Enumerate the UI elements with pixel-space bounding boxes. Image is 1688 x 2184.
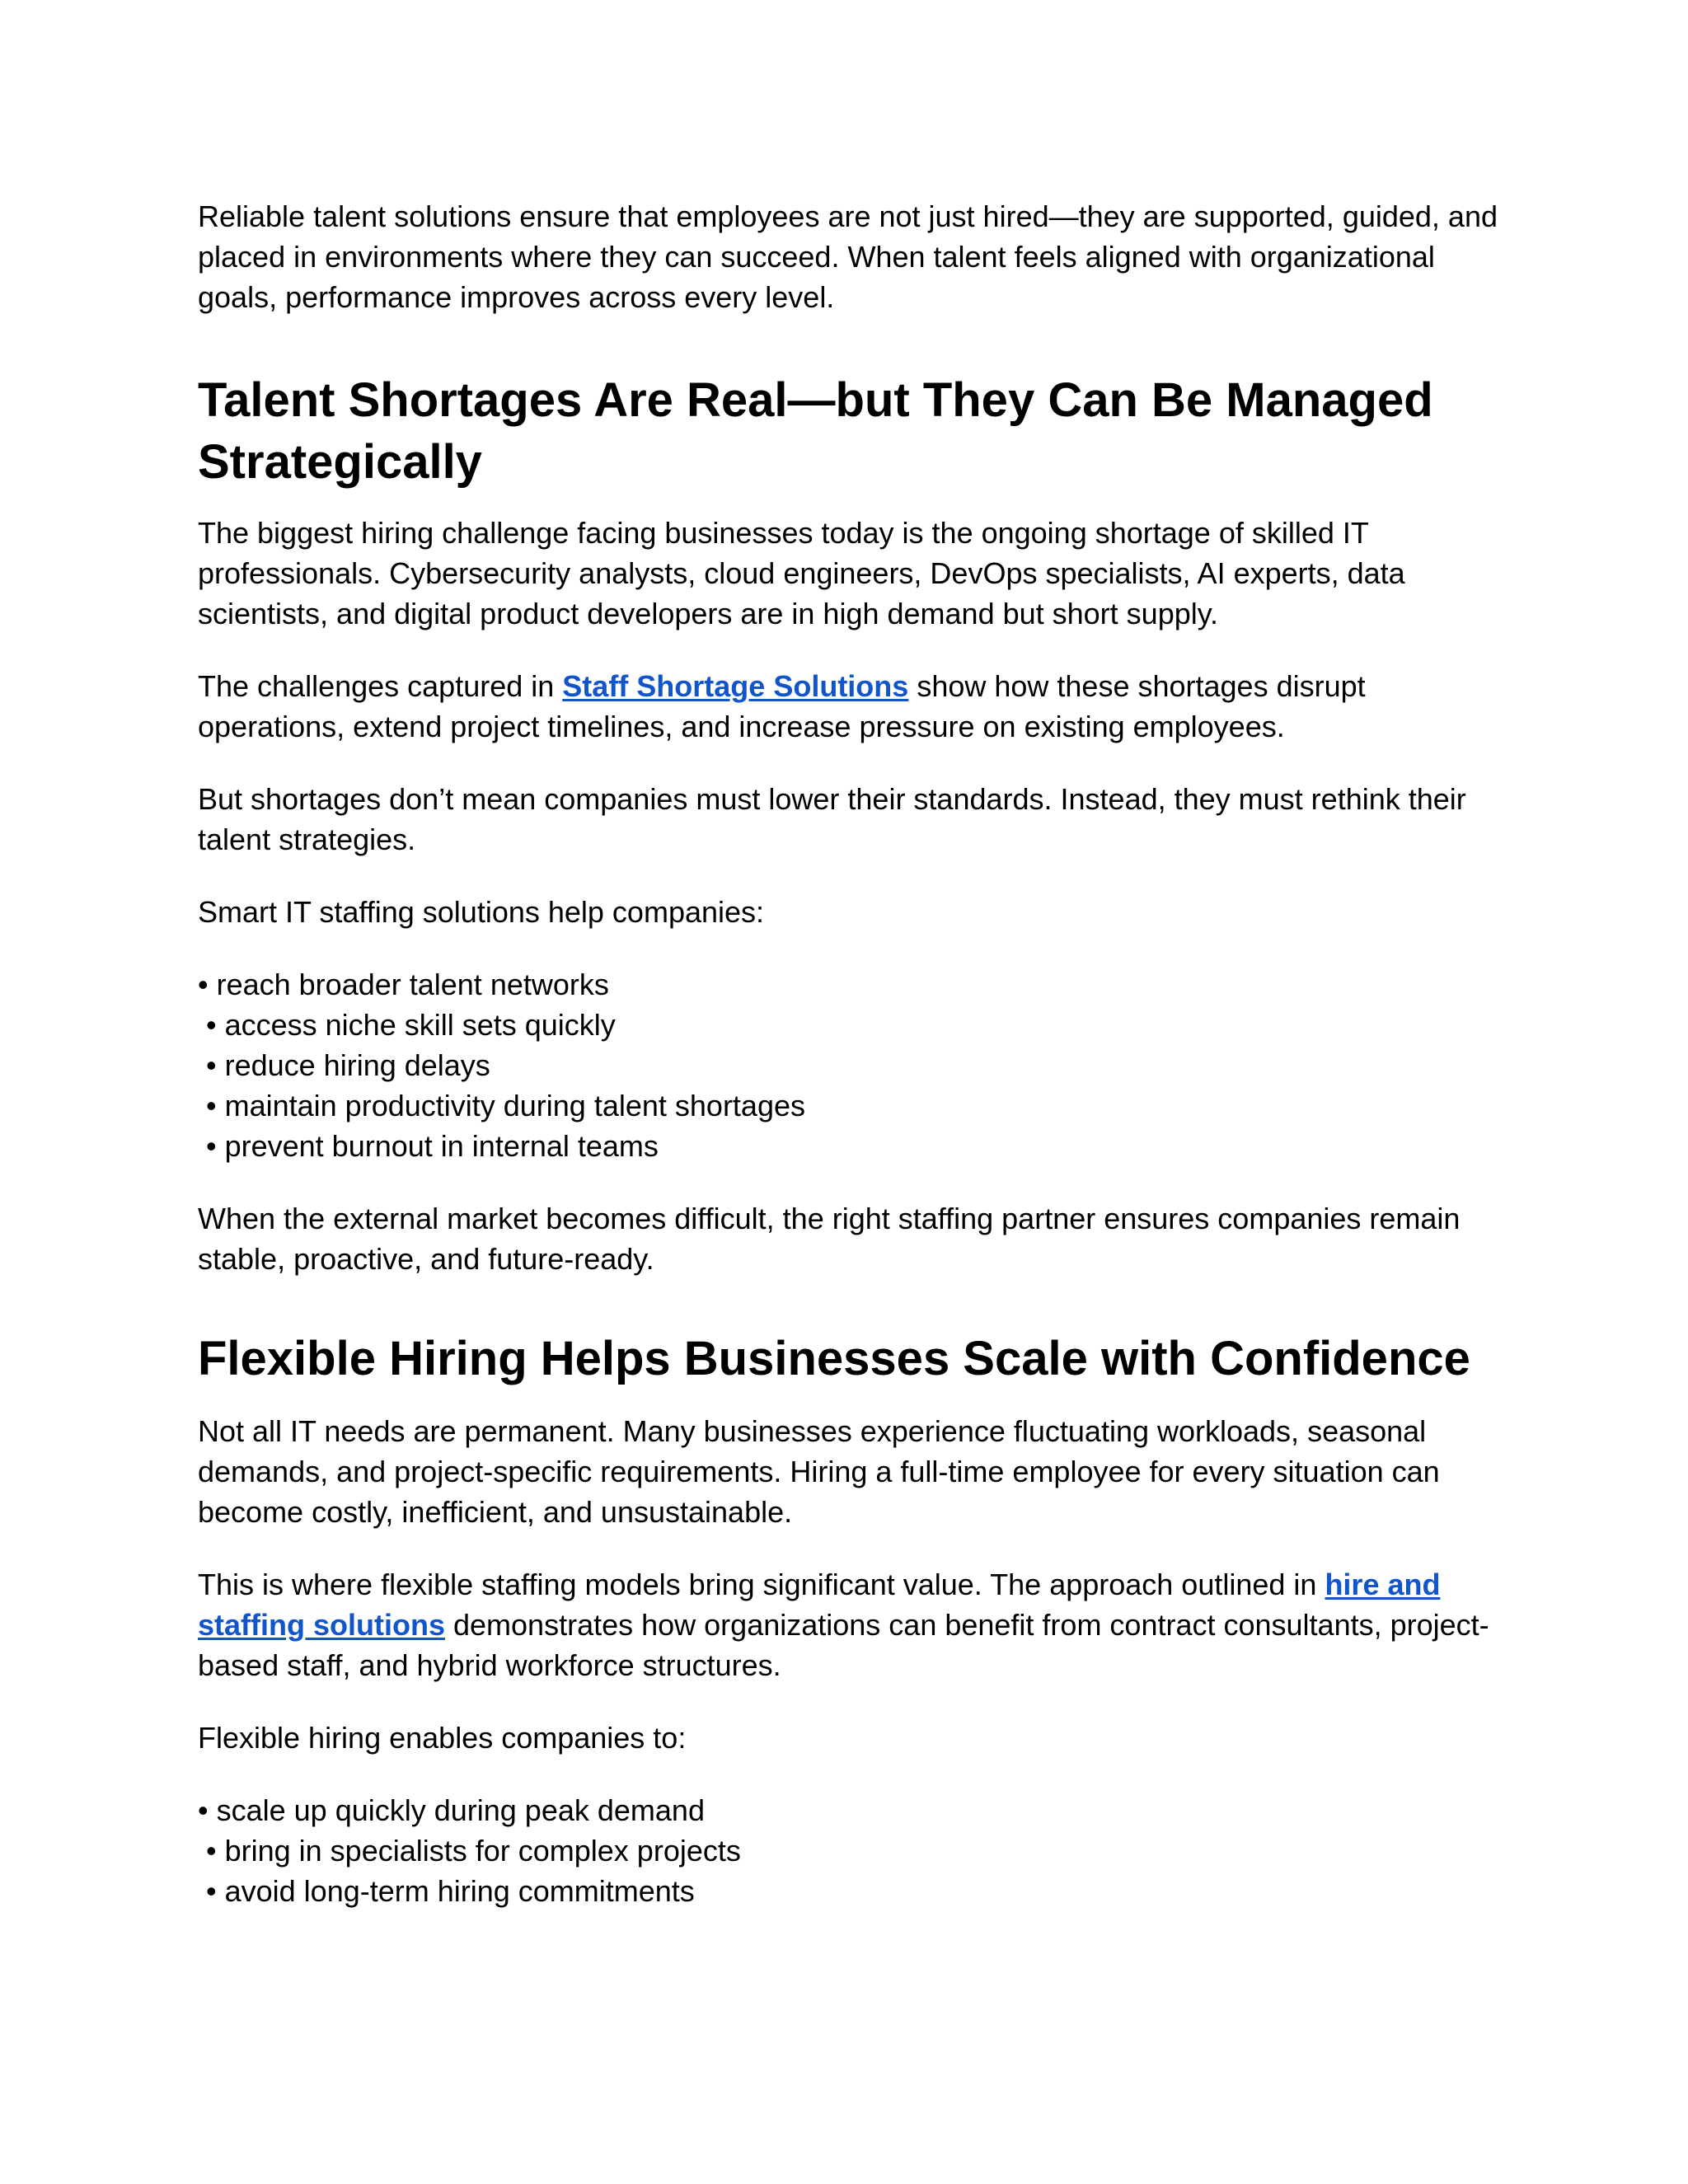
- intro-paragraph: Reliable talent solutions ensure that employees are not just hired—they are supported, guided, and placed in environments where they can succeed. When talent feels aligned with organizational goals, performance improves across every level.: [198, 199, 1498, 314]
- paragraph-smart-staffing-intro: Smart IT staffing solutions help companies:: [198, 895, 765, 929]
- paragraph-it-needs: Not all IT needs are permanent. Many businesses experience fluctuating workloads, seasonal demands, and project-specific requirements. Hiring a full-time employee for every situation can become costly, inefficient, and unsustainable.: [198, 1414, 1440, 1529]
- staff-shortage-solutions-link[interactable]: Staff Shortage Solutions: [562, 669, 909, 703]
- flexible-hiring-list: [198, 1790, 1500, 1911]
- section-heading-flexible-hiring: Flexible Hiring Helps Businesses Scale with Confidence: [198, 1332, 1470, 1385]
- text-segment: This is where flexible staffing models bring significant value. The approach outlined in: [198, 1568, 1325, 1601]
- paragraph-external-market: When the external market becomes difficult, the right staffing partner ensures companies remain stable, proactive, and future-ready.: [198, 1202, 1461, 1276]
- hire-and-staffing-solutions-link[interactable]: hire and staffing solutions: [198, 1568, 1441, 1642]
- list-item: • scale up quickly during peak demand: [198, 1793, 705, 1827]
- paragraph-shortages-standards: But shortages don’t mean companies must lower their standards. Instead, they must rethink their talent strategies.: [198, 782, 1466, 856]
- paragraph-flexible-hiring-intro: Flexible hiring enables companies to:: [198, 1721, 687, 1755]
- list-item: • prevent burnout in internal teams: [198, 1129, 659, 1163]
- text-segment: show how these shortages disrupt operations, extend project timelines, and increase pressure on existing employees.: [198, 669, 1366, 743]
- list-item: • reach broader talent networks: [198, 968, 609, 1001]
- text-segment: demonstrates how organizations can benefit from contract consultants, project-based staff, and hybrid workforce structures.: [198, 1608, 1489, 1682]
- list-item: • reduce hiring delays: [198, 1048, 490, 1082]
- section-heading-talent-shortages: Talent Shortages Are Real—but They Can Be Managed Strategically: [198, 373, 1433, 489]
- list-item: • maintain productivity during talent shortages: [198, 1089, 805, 1122]
- benefits-list: [198, 964, 1500, 1166]
- list-item: • bring in specialists for complex projects: [198, 1834, 741, 1868]
- list-item: • avoid long-term hiring commitments: [198, 1874, 695, 1908]
- paragraph-hiring-challenge: The biggest hiring challenge facing businesses today is the ongoing shortage of skilled IT professionals. Cybersecurity analysts, cloud engineers, DevOps specialists, AI experts, data scientists, and digital product developers are in high demand but short supply.: [198, 516, 1405, 630]
- list-item: • access niche skill sets quickly: [198, 1008, 616, 1042]
- document-page: [198, 196, 1500, 1911]
- paragraph-staff-shortage: [198, 666, 1500, 747]
- text-segment: The challenges captured in: [198, 669, 563, 703]
- paragraph-flexible-models: [198, 1564, 1500, 1685]
